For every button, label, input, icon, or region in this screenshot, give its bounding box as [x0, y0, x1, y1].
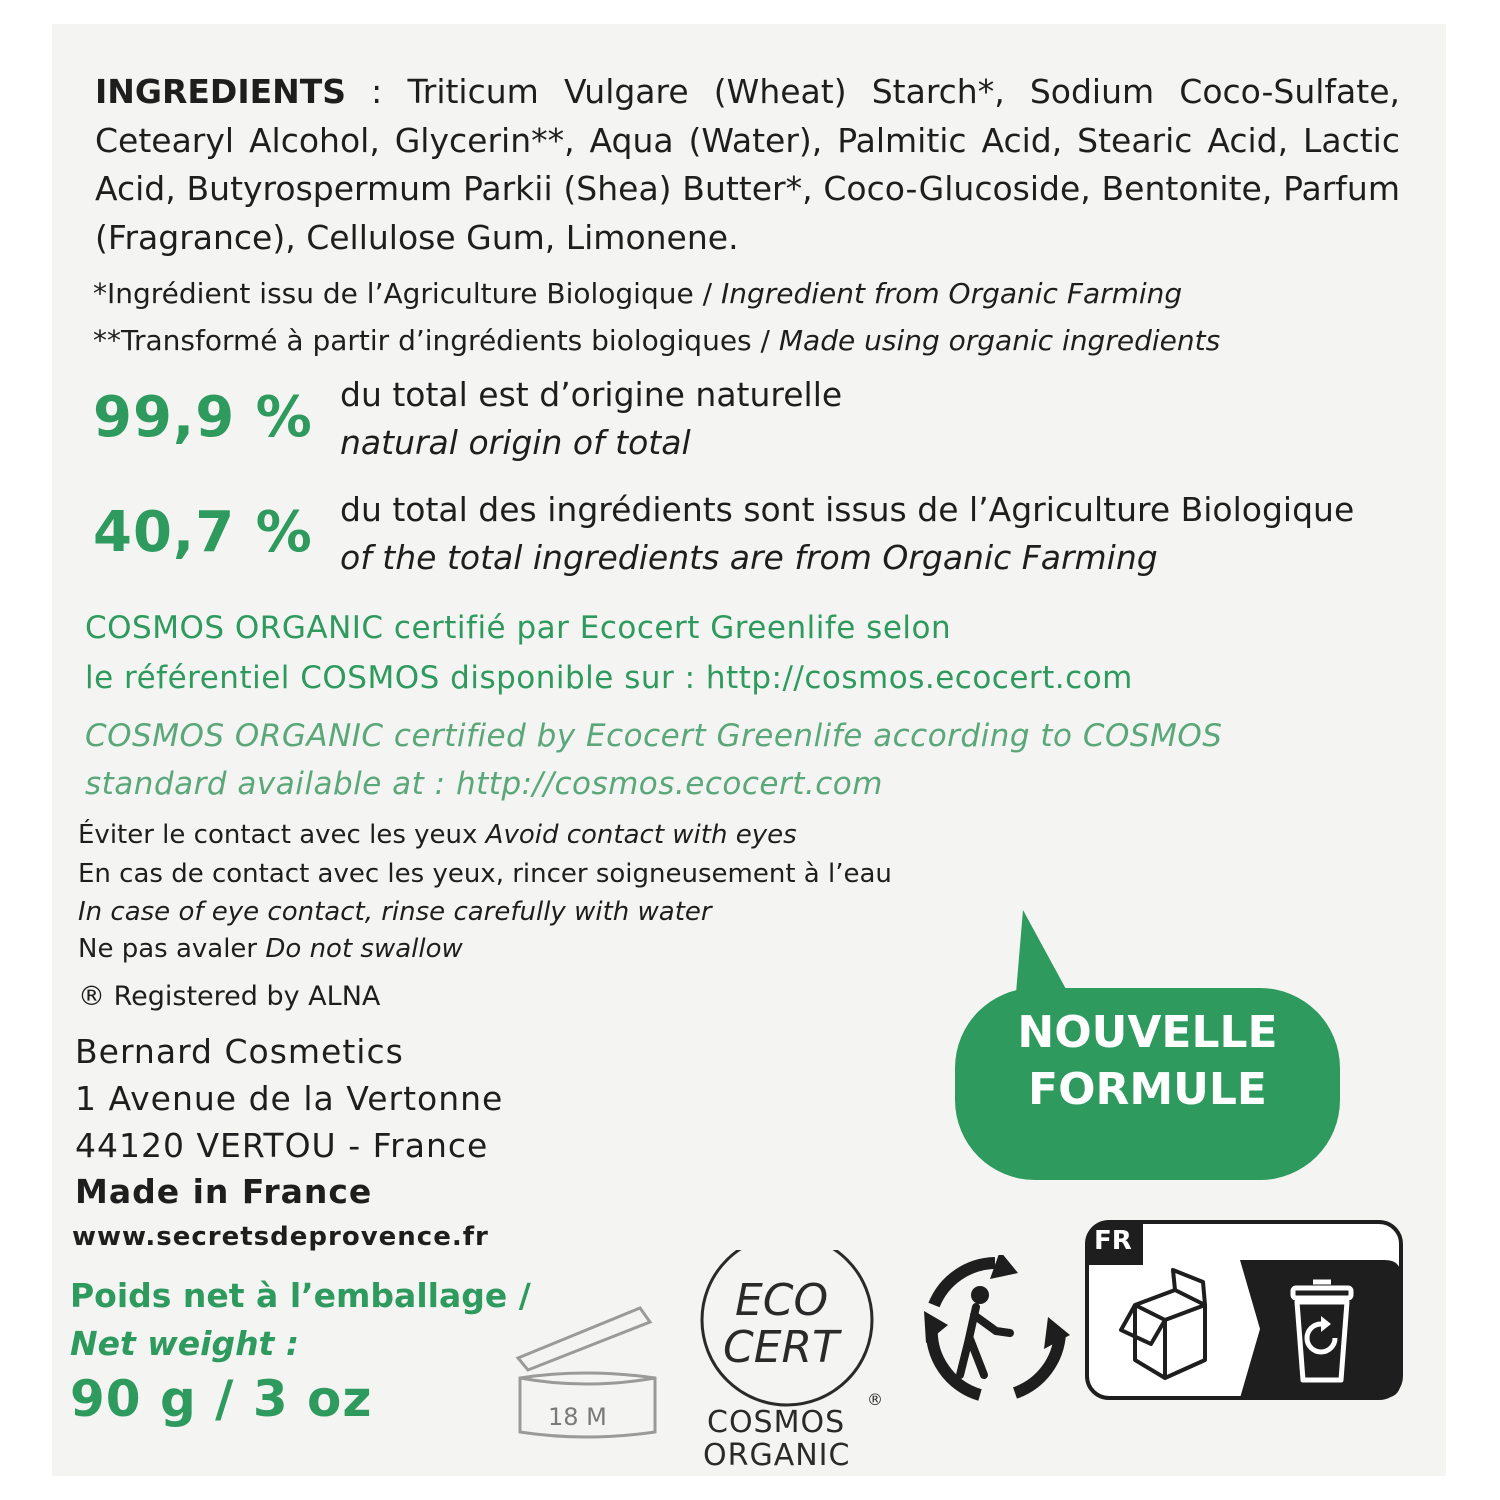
warning-swallow: [78, 930, 463, 968]
ingredients-text: : Triticum Vulgare (Wheat) Starch*, Sodium Coco-Sulfate, Cetearyl Alcohol, Glycerin**, Aqua (Water), Palmitic Acid, Stearic Acid, Lactic Acid, Butyrospermum Parkii (Shea) Butter*, Coco-Glucoside, Bentonite, Parfum (Fragrance), Cellulose Gum, Limonene.: [95, 72, 1400, 257]
tidyman-recycle-icon: [920, 1255, 1070, 1405]
ecocert-eco: ECO: [735, 1275, 829, 1326]
natural-origin-percent: 99,9 %: [93, 385, 313, 450]
cert-en-line1: COSMOS ORGANIC certified by Ecocert Greenlife according to COSMOS: [85, 718, 1223, 754]
sorting-country-code: FR: [1094, 1226, 1132, 1256]
new-formula-badge: [955, 910, 1340, 1180]
organic-en: of the total ingredients are from Organic Farming: [340, 538, 1158, 577]
ingredients-label: INGREDIENTS: [95, 72, 347, 111]
warning-swallow-fr: Ne pas avaler: [78, 934, 258, 964]
net-weight-label-fr: Poids net à l’emballage /: [70, 1276, 531, 1315]
company-street: 1 Avenue de la Vertonne: [75, 1079, 504, 1118]
pao-jar-icon: [510, 1300, 660, 1450]
transformed-footnote: [93, 317, 1220, 364]
cert-fr-line2: le référentiel COSMOS disponible sur : http://cosmos.ecocert.com: [85, 660, 1133, 696]
pao-label: 18 M: [548, 1403, 607, 1431]
ecocert-logo: [695, 1250, 895, 1475]
organic-footnote: [93, 270, 1182, 317]
badge-line1: NOUVELLE: [1017, 1007, 1278, 1058]
ingredients-list: [95, 68, 1400, 262]
transformed-footnote-fr: **Transformé à partir d’ingrédients biologiques: [93, 324, 752, 357]
company-name: Bernard Cosmetics: [75, 1032, 404, 1071]
natural-origin-en: natural origin of total: [340, 423, 691, 462]
warning-eyes-fr: Éviter le contact avec les yeux: [78, 820, 478, 850]
footnote-separator: /: [751, 324, 779, 357]
organic-footnote-fr: *Ingrédient issu de l’Agriculture Biologique: [93, 277, 694, 310]
ecocert-registered: ®: [867, 1390, 883, 1409]
company-city: 44120 VERTOU - France: [75, 1126, 489, 1165]
net-weight-value: 90 g / 3 oz: [70, 1370, 373, 1428]
warning-swallow-en: Do not swallow: [257, 934, 463, 964]
made-in: Made in France: [75, 1172, 373, 1211]
warning-eyes-en: Avoid contact with eyes: [477, 820, 797, 850]
website-link[interactable]: www.secretsdeprovence.fr: [72, 1222, 489, 1252]
net-weight-label-en: Net weight :: [70, 1324, 300, 1363]
organic-fr: du total des ingrédients sont issus de l’Agriculture Biologique: [340, 490, 1355, 529]
cert-fr-line1: COSMOS ORGANIC certifié par Ecocert Greenlife selon: [85, 610, 952, 646]
warning-rinse-fr: En cas de contact avec les yeux, rincer soigneusement à l’eau: [78, 859, 892, 889]
cosmos-line1: COSMOS: [707, 1405, 846, 1440]
ecocert-cert: CERT: [723, 1322, 839, 1373]
warning-eyes: [78, 816, 797, 854]
registered-note: ® Registered by ALNA: [78, 981, 381, 1012]
triman-sorting-info: [1085, 1220, 1403, 1400]
footnote-separator: /: [693, 277, 721, 310]
badge-line2: FORMULE: [1028, 1064, 1267, 1115]
organic-percent: 40,7 %: [93, 500, 313, 565]
cert-en-line2: standard available at : http://cosmos.ecocert.com: [85, 766, 883, 802]
organic-footnote-en: Ingredient from Organic Farming: [720, 277, 1183, 310]
warning-rinse-en: In case of eye contact, rinse carefully with water: [78, 897, 712, 927]
natural-origin-fr: du total est d’origine naturelle: [340, 375, 843, 414]
cosmos-line2: ORGANIC: [703, 1438, 851, 1473]
transformed-footnote-en: Made using organic ingredients: [778, 324, 1221, 357]
